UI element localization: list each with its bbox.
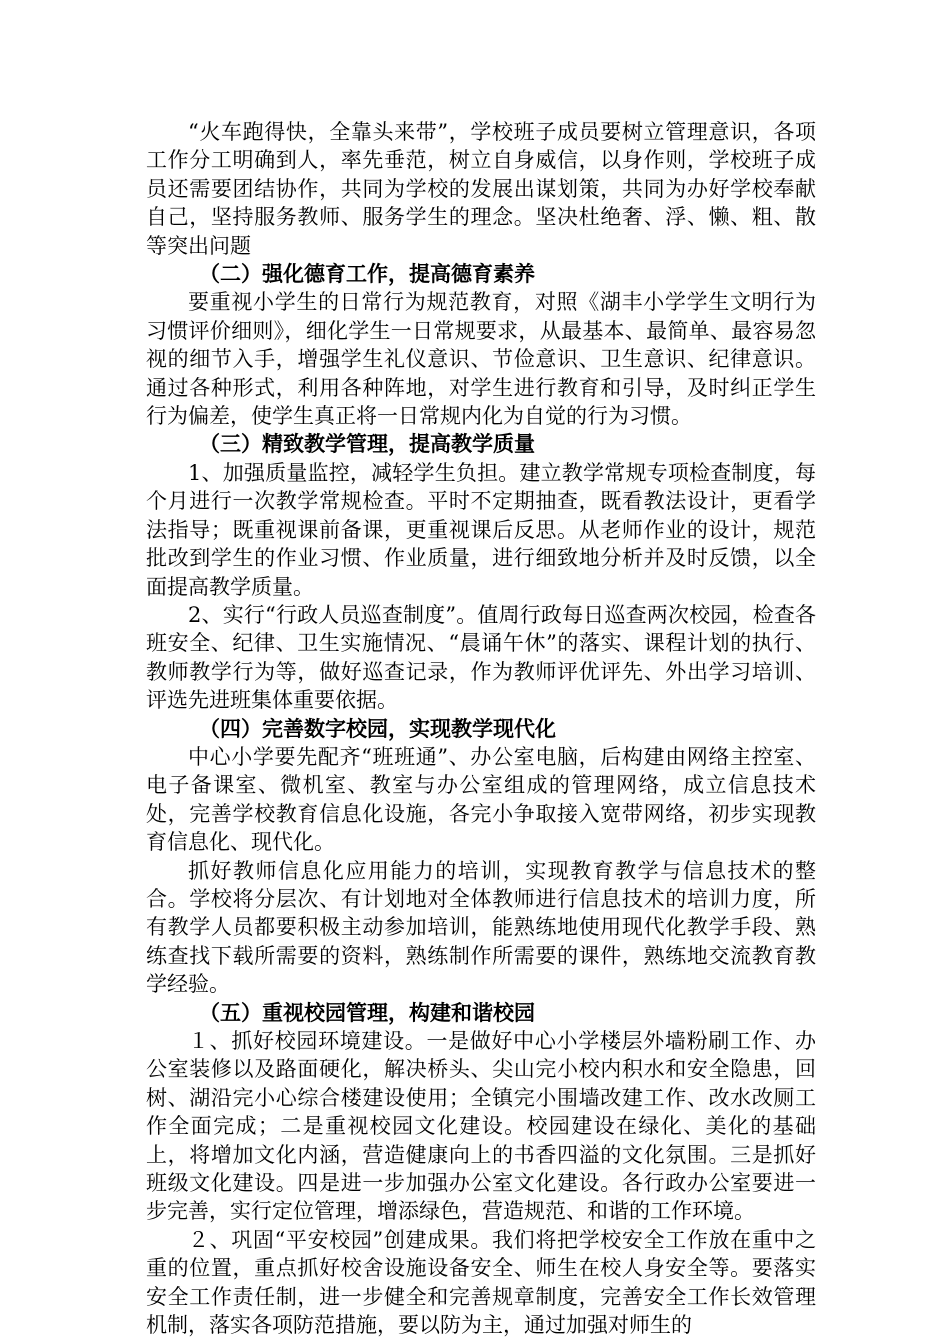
paragraph-leadership: “火车跑得快，全靠头来带”，学校班子成员要树立管理意识，各项工作分工明确到人，率先垂范，树立自身威信，以身作则，学校班子成员还需要团结协作，共同为学校的发展出谋划策，共同为办好学校奉献自己，坚持服务教师、服务学生的理念。坚决杜绝奢、浮、懒、粗、散等突出问题 [146, 120, 816, 258]
section-heading-campus-management: （五）重视校园管理，构建和谐校园 [199, 999, 535, 1025]
section-heading-digital-campus: （四）完善数字校园，实现教学现代化 [199, 715, 556, 741]
section-heading-teaching-management: （三）精致教学管理，提高教学质量 [199, 431, 535, 457]
paragraph-safe-campus: ２、巩固“平安校园”创建成果。我们将把学校安全工作放在重中之重的位置，重点抓好校舍设施设备安全、师生在校人身安全等。要落实安全工作责任制，进一步健全和完善规章制度，完善安全工作长效管理机制，落实各项防范措施，要以防为主，通过加强对师生的 [146, 1227, 816, 1338]
paragraph-network-construction: 中心小学要先配齐“班班通”、办公室电脑，后构建由网络主控室、电子备课室、微机室、教室与办公室组成的管理网络，成立信息技术处，完善学校教育信息化设施，各完小争取接入宽带网络，初步实现教育信息化、现代化。 [146, 744, 816, 855]
section-heading-moral-education: （二）强化德育工作，提高德育素养 [199, 261, 535, 287]
paragraph-teacher-training: 抓好教师信息化应用能力的培训，实现教育教学与信息技术的整合。学校将分层次、有计划地对全体教师进行信息技术的培训力度，所有教学人员都要积极主动参加培训，能熟练地使用现代化教学手段、熟练查找下载所需要的资料，熟练制作所需要的课件，熟练地交流教育教学经验。 [146, 858, 816, 997]
paragraph-campus-environment: １、抓好校园环境建设。一是做好中心小学楼层外墙粉刷工作、办公室装修以及路面硬化，解决桥头、尖山完小校内积水和安全隐患，回树、湖沿完小心综合楼建设使用；全镇完小围墙改建工作、改水改厕工作全面完成；二是重视校园文化建设。校园建设在绿化、美化的基础上，将增加文化内涵，营造健康向上的书香四溢的文化氛围。三是抓好班级文化建设。四是进一步加强办公室文化建设。各行政办公室要进一步完善，实行定位管理，增添绿色，营造规范、和谐的工作环境。 [146, 1029, 816, 1224]
paragraph-quality-monitoring: 1、加强质量监控，减轻学生负担。建立教学常规专项检查制度，每个月进行一次教学常规检查。平时不定期抽查，既看教法设计，更看学法指导；既重视课前备课，更重视课后反思。从老师作业的设计，规范批改到学生的作业习惯、作业质量，进行细致地分析并及时反馈，以全面提高教学质量。 [146, 460, 816, 599]
paragraph-behavior-education: 要重视小学生的日常行为规范教育，对照《湖丰小学学生文明行为习惯评价细则》，细化学生一日常规要求，从最基本、最简单、最容易忽视的细节入手，增强学生礼仪意识、节俭意识、卫生意识、纪律意识。通过各种形式，利用各种阵地，对学生进行教育和引导，及时纠正学生行为偏差，使学生真正将一日常规内化为自觉的行为习惯。 [146, 290, 816, 429]
paragraph-admin-inspection: 2、实行“行政人员巡查制度”。值周行政每日巡查两次校园，检查各班安全、纪律、卫生实施情况、“晨诵午休”的落实、课程计划的执行、教师教学行为等，做好巡查记录，作为教师评优评先、外出学习培训、评选先进班集体重要依据。 [146, 602, 816, 713]
document-page [146, 118, 816, 1339]
